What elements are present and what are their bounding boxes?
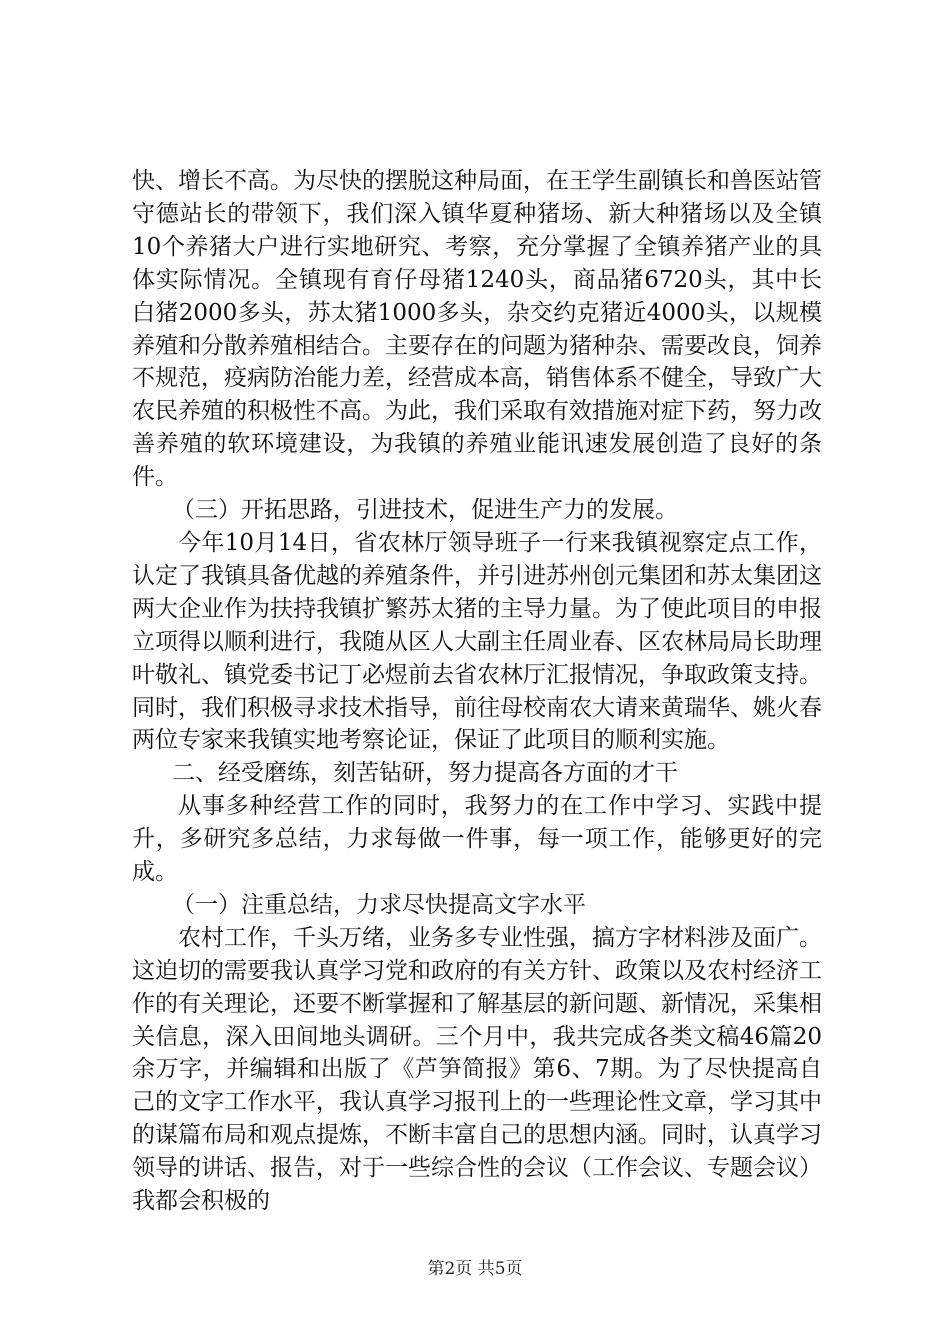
section-heading-expand-thinking: （三）开拓思路，引进技术，促进生产力的发展。 (172, 497, 678, 524)
page-footer (0, 1258, 950, 1280)
section-heading-writing-skills: （一）注重总结，力求尽快提高文字水平 (172, 891, 586, 918)
document-body (132, 165, 822, 1218)
page-number-label: 第2页 共5页 (427, 1259, 523, 1279)
section-heading-training: 二、经受磨练，刻苦钻研，努力提高各方面的才干 (172, 760, 678, 787)
paragraph-rural-work-writing: 农村工作，千头万绪，业务多专业性强，搞方字材料涉及面广。这迫切的需要我认真学习党和政府的有关方针、政策以及农村经济工作的有关理论，还要不断掌握和了解基层的新问题、新情况，采集相关信息，深入田间地头调研。三个月中，我共完成各类文稿46篇20余万字，并编辑和出版了《芦笋简报》第6、7期。为了尽快提高自己的文字工作水平，我认真学习报刊上的一些理论性文章，学习其中的谋篇布局和观点提炼，不断丰富自己的思想内涵。同时，认真学习领导的讲话、报告，对于一些综合性的会议（工作会议、专题会议）我都会积极的 (132, 924, 822, 1215)
paragraph-work-learning: 从事多种经营工作的同时，我努力的在工作中学习、实践中提升，多研究多总结，力求每做一件事，每一项工作，能够更好的完成。 (132, 793, 822, 886)
paragraph-pig-industry-survey: 快、增长不高。为尽快的摆脱这种局面，在王学生副镇长和兽医站管守德站长的带领下，我们深入镇华夏种猪场、新大种猪场以及全镇10个养猪大户进行实地研究、考察，充分掌握了全镇养猪产业的具体实际情况。全镇现有育仔母猪1240头，商品猪6720头，其中长白猪2000多头，苏太猪1000多头，杂交约克猪近4000头，以规模养殖和分散养殖相结合。主要存在的问题为猪种杂、需要改良，饲养不规范，疫病防治能力差，经营成本高，销售体系不健全，导致广大农民养殖的积极性不高。为此，我们采取有效措施对症下药，努力改善养殖的软环境建设，为我镇的养殖业能讯速发展创造了良好的条件。 (132, 168, 822, 491)
paragraph-province-visit: 今年10月14日，省农林厅领导班子一行来我镇视察定点工作，认定了我镇具备优越的养殖条件，并引进苏州创元集团和苏太集团这两大企业作为扶持我镇扩繁苏太猪的主导力量。为了使此项目的申报立项得以顺利进行，我随从区人大副主任周业春、区农林局局长助理叶敬礼、镇党委书记丁必煜前去省农林厅汇报情况，争取政策支持。同时，我们积极寻求技术指导，前往母校南农大请来黄瑞华、姚火春两位专家来我镇实地考察论证，保证了此项目的顺利实施。 (132, 529, 822, 754)
